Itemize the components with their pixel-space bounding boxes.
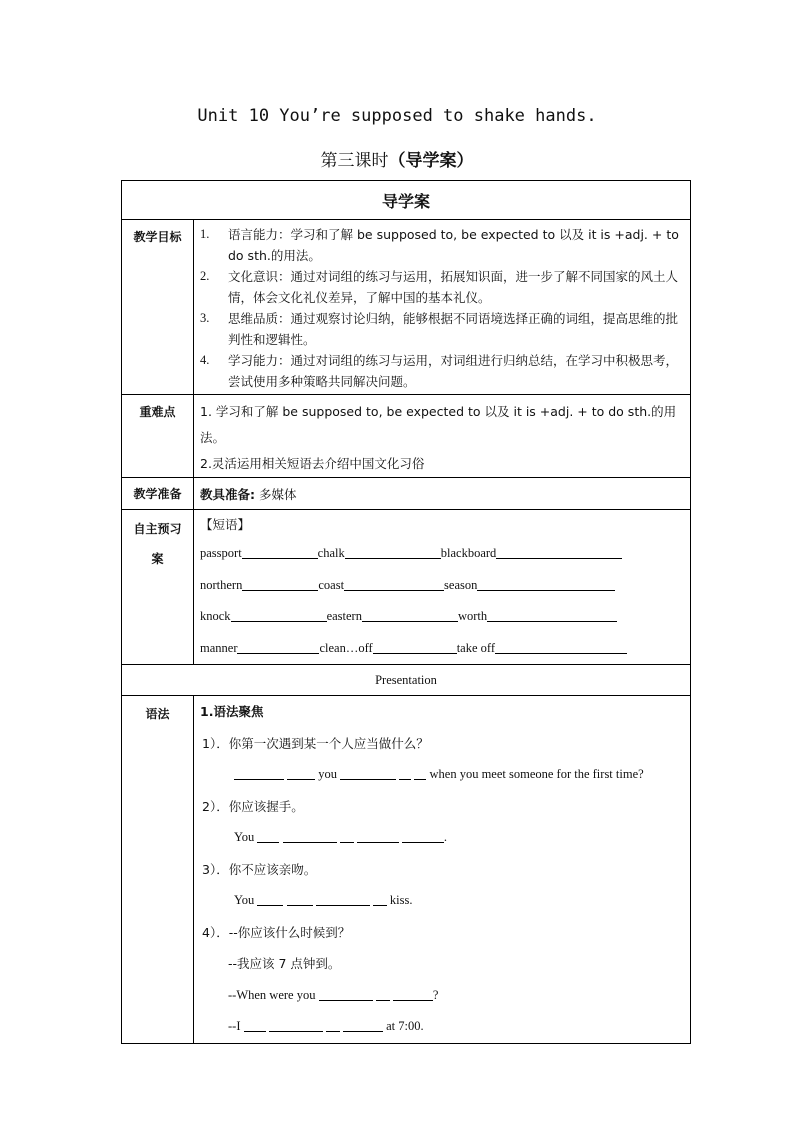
preview-row: [122, 510, 691, 665]
grammar-q1-en: you when you meet someone for the first time?: [200, 759, 690, 791]
goals-row: [122, 220, 691, 395]
prep-label: 教学准备: [122, 478, 194, 510]
vocab-row: knock eastern worth: [194, 601, 690, 633]
grammar-label: 语法: [122, 696, 194, 1044]
grammar-q4-en1: --When were you ?: [228, 987, 439, 1002]
goals-list: [194, 220, 690, 394]
prep-text: 多媒体: [258, 486, 297, 502]
preview-label-2: 案: [151, 552, 164, 566]
preview-section-title: 【短语】: [200, 517, 251, 532]
grammar-q4: 4）．--你应该什么时候到？: [202, 924, 351, 940]
presentation-heading: Presentation: [122, 665, 691, 696]
document-title: Unit 10 You’re supposed to shake hands.: [197, 106, 597, 126]
grammar-q4-en2: --I at 7:00.: [228, 1019, 424, 1033]
prep-line: [194, 485, 690, 503]
lesson-subtitle: [0, 146, 794, 171]
goal-item: 1. 语言能力：学习和了解 be supposed to, be expected to 以及 it is +adj. + to do sth.的用法。: [200, 227, 679, 263]
key-point-2: 2.灵活运用相关短语去介绍中国文化习俗: [200, 456, 425, 471]
grammar-q4-answer: --我应该 7 点钟到。: [228, 956, 341, 971]
key-point-1: 1. 学习和了解 be supposed to, be expected to 以及 it is +adj. + to do sth.的用法。: [200, 404, 677, 445]
goals-label: 教学目标: [122, 220, 194, 395]
grammar-q1: 1）．你第一次遇到某一个人应当做什么？: [202, 735, 429, 751]
prep-row: [122, 478, 691, 510]
grammar-heading: 1.语法聚焦: [200, 704, 264, 719]
key-points-label: 重难点: [122, 395, 194, 478]
vocab-row: northern coast season: [194, 570, 690, 602]
preview-label-1: 自主预习: [133, 522, 182, 536]
goal-item: 2. 文化意识：通过对词组的练习与运用，拓展知识面，进一步了解不同国家的风土人情，体会文化礼仪差异，了解中国的基本礼仪。: [200, 269, 679, 305]
goal-item: 4. 学习能力：通过对词组的练习与运用，对词组进行归纳总结，在学习中积极思考，尝试使用多种策略共同解决问题。: [200, 353, 679, 389]
vocab-row: passport chalk blackboard: [194, 538, 690, 570]
subtitle-plain: 第三课时: [320, 151, 389, 171]
grammar-q2-en: You .: [234, 830, 448, 844]
grammar-q3-en: You kiss.: [234, 893, 413, 907]
table-header: 导学案: [122, 181, 691, 220]
vocab-row: manner clean…off take off: [194, 633, 690, 665]
grammar-row: [122, 696, 691, 1044]
prep-bold: 教具准备:: [200, 486, 255, 502]
subtitle-bold: （导学案）: [388, 151, 474, 171]
goal-item: 3. 思维品质：通过观察讨论归纳，能够根据不同语境选择正确的词组，提高思维的批判性和逻辑性。: [200, 311, 679, 347]
key-points-row: [122, 395, 691, 478]
lesson-table: [121, 180, 691, 1044]
grammar-q3: 3）．你不应该亲吻。: [202, 861, 317, 877]
preview-label: [122, 510, 194, 665]
grammar-q2: 2）．你应该握手。: [202, 798, 304, 814]
